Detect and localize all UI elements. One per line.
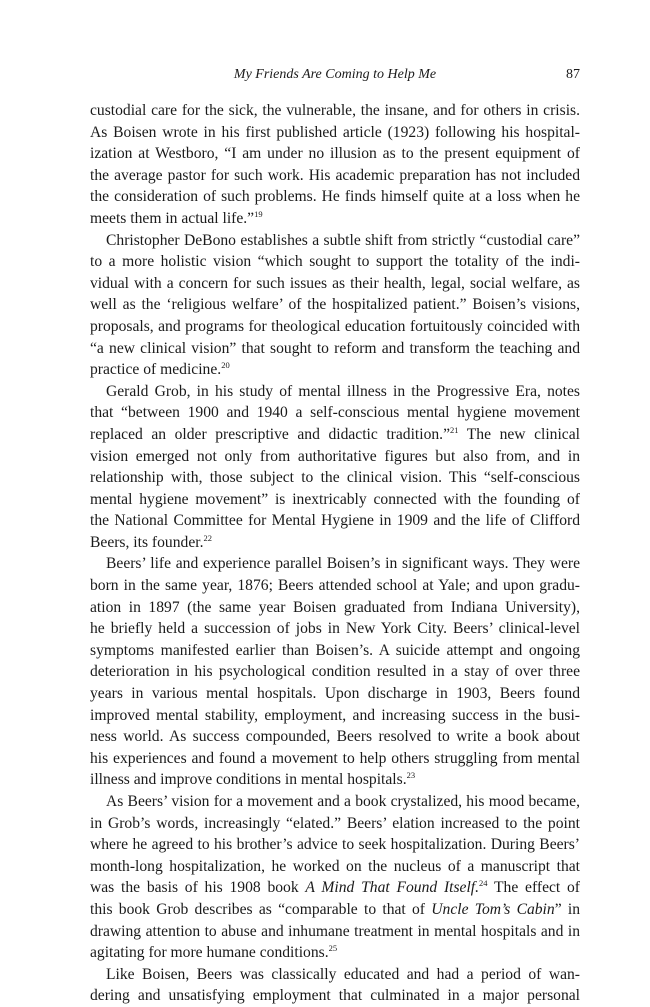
text-line xyxy=(90,575,580,597)
line-text: well as the ‘religious welfare’ of the hospitalized patient.” Boisen’s visions, xyxy=(90,296,580,314)
text-line xyxy=(90,769,580,791)
footnote-ref: 24 xyxy=(479,878,488,889)
text-line xyxy=(90,208,580,230)
line-text: Beers, its founder. xyxy=(90,533,204,551)
line-text: agitating for more humane conditions. xyxy=(90,944,329,962)
line-text: the consideration of such problems. He finds himself quite at a loss when he xyxy=(90,188,580,206)
text-line xyxy=(90,597,580,619)
line-text: to a more holistic vision “which sought to support the totality of the indi- xyxy=(90,253,580,271)
text-line xyxy=(90,294,580,316)
page-header xyxy=(90,67,580,87)
line-text: the National Committee for Mental Hygiene in 1909 and the life of Clifford xyxy=(90,512,580,530)
line-text: in Grob’s words, increasingly “elated.” Beers’ elation increased to the point xyxy=(90,814,580,832)
text-line xyxy=(90,942,580,964)
line-text-continued: The new clinical xyxy=(458,425,580,443)
line-text: Christopher DeBono establishes a subtle shift from strictly “custodial care” xyxy=(106,231,580,249)
text-line xyxy=(90,813,580,835)
text-line xyxy=(90,165,580,187)
text-line xyxy=(90,726,580,748)
footnote-ref: 23 xyxy=(406,770,416,781)
footnote-ref: 21 xyxy=(450,424,459,435)
line-text: was the basis of his 1908 book xyxy=(90,879,306,897)
line-text-continued: ” in xyxy=(554,900,581,918)
line-text: ness world. As success compounded, Beers resolved to write a book about xyxy=(90,728,580,746)
line-text: symptoms manifested earlier than Boisen’s. A suicide attempt and ongoing xyxy=(90,641,580,659)
line-text: years in various mental hospitals. Upon discharge in 1903, Beers found xyxy=(90,685,580,703)
line-text: meets them in actual life.” xyxy=(90,209,255,227)
text-line xyxy=(90,618,580,640)
line-text: practice of medicine. xyxy=(90,361,222,379)
text-line xyxy=(90,683,580,705)
italic-title: Uncle Tom’s Cabin xyxy=(431,900,555,918)
text-line xyxy=(90,186,580,208)
footnote-ref: 20 xyxy=(221,360,230,371)
line-text: born in the same year, 1876; Beers attended school at Yale; and upon gradu- xyxy=(90,577,580,595)
body-text xyxy=(90,100,580,1007)
line-text: vision emerged not only from authoritative figures but also from, and in xyxy=(90,447,580,465)
text-line xyxy=(90,316,580,338)
line-text: As Beers’ vision for a movement and a book crystalized, his mood became, xyxy=(106,793,580,810)
text-line xyxy=(90,834,580,856)
line-text: drawing attention to abuse and inhumane treatment in mental hospitals and in xyxy=(90,922,580,940)
text-line xyxy=(90,402,580,424)
text-line xyxy=(90,122,580,144)
footnote-ref: 25 xyxy=(328,943,338,954)
text-line xyxy=(90,661,580,683)
line-text: proposals, and programs for theological education fortuitously coincided with xyxy=(90,317,580,335)
text-line xyxy=(90,553,580,575)
line-text-continued: The effect of xyxy=(487,879,580,897)
line-text: dering and unsatisfying employment that culminated in a major personal xyxy=(90,987,580,1005)
page-number: 87 xyxy=(566,67,580,82)
italic-title: A Mind That Found Itself. xyxy=(305,879,480,897)
text-line xyxy=(90,273,580,295)
text-line xyxy=(90,424,580,446)
line-text: Like Boisen, Beers was classically educated and had a period of wan- xyxy=(106,965,580,983)
text-line xyxy=(90,338,580,360)
footnote-ref: 22 xyxy=(203,532,212,543)
text-line xyxy=(90,640,580,662)
line-text: that “between 1900 and 1940 a self-conscious mental hygiene movement xyxy=(90,404,580,422)
text-line xyxy=(90,856,580,878)
text-line xyxy=(90,100,580,122)
running-title: My Friends Are Coming to Help Me xyxy=(233,67,437,82)
text-line xyxy=(90,899,580,921)
text-line xyxy=(90,510,580,532)
line-text: deterioration in his psychological condition resulted in a stay of over three xyxy=(90,663,580,681)
text-line xyxy=(90,985,580,1007)
text-line xyxy=(90,921,580,943)
text-line xyxy=(90,359,580,381)
line-text: Beers’ life and experience parallel Boisen’s in significant ways. They were xyxy=(106,555,580,573)
line-text: vidual with a concern for such issues as their health, legal, social welfare, as xyxy=(90,274,580,292)
text-line xyxy=(90,705,580,727)
footnote-ref: 19 xyxy=(254,208,263,219)
line-text: month-long hospitalization, he worked on the nucleus of a manuscript that xyxy=(90,857,580,875)
line-text: his experiences and found a movement to help others struggling from mental xyxy=(90,749,580,767)
line-text: where he agreed to his brother’s advice to seek hospitalization. During Beers’ xyxy=(90,836,580,854)
line-text: this book Grob describes as “comparable to that of xyxy=(90,900,432,918)
line-text: ization at Westboro, “I am under no illusion as to the present equipment of xyxy=(90,145,580,163)
text-line xyxy=(90,381,580,403)
text-line xyxy=(90,877,580,899)
line-text: mental hygiene movement” is inextricably connected with the founding of xyxy=(90,490,580,508)
line-text: he briefly held a succession of jobs in New York City. Beers’ clinical-level xyxy=(90,620,580,638)
text-line xyxy=(90,467,580,489)
text-line xyxy=(90,532,580,554)
text-line xyxy=(90,446,580,468)
text-line xyxy=(90,748,580,770)
line-text: Gerald Grob, in his study of mental illness in the Progressive Era, notes xyxy=(106,382,580,400)
line-text: replaced an older prescriptive and didactic tradition.” xyxy=(90,425,450,443)
text-line xyxy=(90,489,580,511)
line-text: ation in 1897 (the same year Boisen graduated from Indiana University), xyxy=(90,598,580,616)
line-text: relationship with, those subject to the clinical vision. This “self-conscious xyxy=(90,469,580,487)
text-line xyxy=(90,791,580,813)
line-text: illness and improve conditions in mental hospitals. xyxy=(90,771,407,789)
line-text: “a new clinical vision” that sought to reform and transform the teaching and xyxy=(90,339,580,357)
line-text: custodial care for the sick, the vulnerable, the insane, and for others in crisis. xyxy=(90,102,580,119)
line-text: improved mental stability, employment, and increasing success in the busi- xyxy=(90,706,580,724)
text-line xyxy=(90,143,580,165)
line-text: the average pastor for such work. His academic preparation has not included xyxy=(90,166,580,184)
text-line xyxy=(90,251,580,273)
line-text: As Boisen wrote in his first published article (1923) following his hospital- xyxy=(90,123,580,141)
text-line xyxy=(90,230,580,252)
